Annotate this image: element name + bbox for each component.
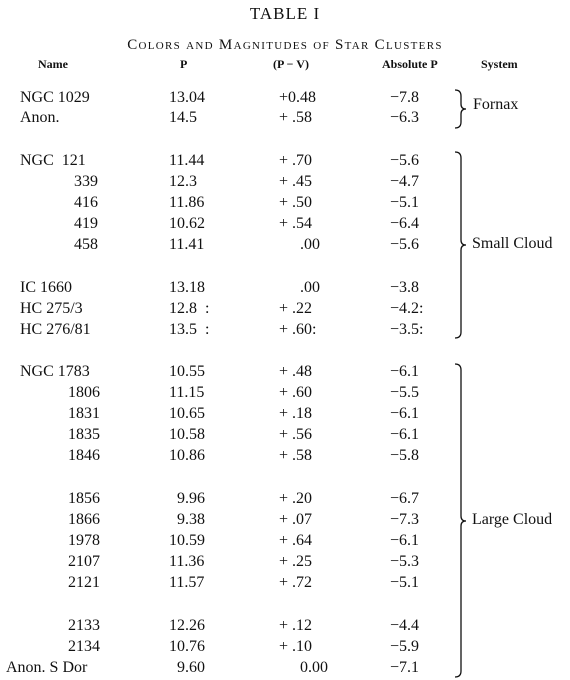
cell-name: 1835: [68, 426, 100, 443]
cell-p: 10.62: [169, 215, 205, 232]
header-absolute-p: Absolute P: [382, 57, 438, 71]
cell-pv: + .20: [279, 490, 313, 507]
cell-name: Anon. S Dor: [6, 659, 88, 676]
cell-name: NGC 1029: [20, 89, 90, 106]
cell-p: 11.44: [169, 152, 205, 169]
cell-name: 1846: [68, 447, 100, 464]
cell-p: 13.04: [169, 89, 205, 106]
cell-absolute-p: −3.8: [390, 279, 420, 296]
cell-pv: + .18: [279, 405, 313, 422]
brace-large-cloud-path: [455, 364, 466, 677]
system-small-cloud: Small Cloud: [472, 235, 553, 252]
cell-p: 11.15: [169, 384, 205, 401]
cell-pv: + .64: [279, 532, 313, 549]
cell-name: 1831: [68, 405, 100, 422]
cell-name: Anon.: [20, 109, 60, 126]
cell-absolute-p: −6.1: [390, 532, 420, 549]
cell-absolute-p: −6.3: [390, 109, 420, 126]
cell-name: 2134: [68, 638, 100, 655]
cell-absolute-p: −5.1: [390, 194, 420, 211]
brace-small-cloud-path: [455, 152, 466, 338]
table-caption: Colors and Magnitudes of Star Clusters: [127, 37, 443, 53]
cell-p: 14.5: [169, 109, 197, 126]
cell-pv: + .50: [279, 194, 313, 211]
cell-pv: + .58: [279, 447, 313, 464]
cell-name: NGC 1783: [20, 363, 90, 380]
cell-pv: + .54: [279, 215, 313, 232]
cell-absolute-p: −6.1: [390, 363, 420, 380]
cell-pv: + .10: [279, 638, 313, 655]
cell-pv: + .58: [279, 109, 313, 126]
cell-pv: + .22: [279, 300, 313, 317]
cell-name: 339: [74, 173, 98, 190]
cell-name: HC 276/81: [20, 321, 91, 338]
cell-p: 13.18: [169, 279, 205, 296]
cell-p: 11.41: [169, 236, 205, 253]
cell-name: HC 275/3: [20, 300, 83, 317]
cell-absolute-p: −4.7: [390, 173, 420, 190]
cell-absolute-p: −5.9: [390, 638, 420, 655]
cell-absolute-p: −7.3: [390, 511, 420, 528]
cell-p: 11.36: [169, 553, 205, 570]
cell-absolute-p: −5.3: [390, 553, 420, 570]
cell-p: 9.60: [177, 659, 205, 676]
cell-p: 12.8 :: [169, 300, 210, 317]
cell-p: 13.5 :: [169, 321, 210, 338]
cell-name: NGC 121: [20, 152, 86, 169]
cell-p: 9.38: [177, 511, 205, 528]
cell-absolute-p: −7.8: [390, 89, 420, 106]
cell-name: 1856: [68, 490, 100, 507]
cell-name: 416: [74, 194, 98, 211]
cell-p: 12.26: [169, 617, 205, 634]
cell-absolute-p: −7.1: [390, 659, 420, 676]
cell-pv: + .48: [279, 363, 313, 380]
cell-absolute-p: −4.4: [390, 617, 420, 634]
cell-p: 10.86: [169, 447, 205, 464]
cell-absolute-p: −3.5:: [390, 321, 424, 338]
cell-absolute-p: −6.7: [390, 490, 420, 507]
header-system: System: [481, 57, 518, 71]
cell-pv: + .12: [279, 617, 313, 634]
cell-pv: .00: [300, 279, 320, 296]
cell-absolute-p: −5.6: [390, 236, 420, 253]
system-large-cloud: Large Cloud: [472, 511, 553, 528]
cell-pv: + .56: [279, 426, 313, 443]
cell-absolute-p: −5.5: [390, 384, 420, 401]
cell-pv: +0.48: [279, 89, 317, 106]
cell-name: 2121: [68, 574, 100, 591]
table-title: TABLE I: [249, 4, 321, 23]
cell-pv: 0.00: [300, 659, 328, 676]
cell-name: 458: [74, 236, 98, 253]
cell-p: 9.96: [177, 490, 205, 507]
cell-pv: + .25: [279, 553, 313, 570]
cell-pv: + .60: [279, 384, 313, 401]
cell-name: 2107: [68, 553, 100, 570]
header-pv: (P − V): [273, 57, 309, 71]
cell-name: 1866: [68, 511, 100, 528]
cell-pv: + .45: [279, 173, 313, 190]
cell-pv: + .72: [279, 574, 313, 591]
cell-absolute-p: −6.4: [390, 215, 420, 232]
header-p: P: [180, 57, 188, 71]
cell-absolute-p: −5.6: [390, 152, 420, 169]
cell-p: 10.59: [169, 532, 205, 549]
cell-name: IC 1660: [20, 279, 72, 296]
cell-name: 2133: [68, 617, 100, 634]
system-fornax: Fornax: [473, 96, 519, 113]
cell-pv: + .07: [279, 511, 313, 528]
cell-p: 11.86: [169, 194, 205, 211]
cell-pv: + .70: [279, 152, 313, 169]
cell-p: 11.57: [169, 574, 205, 591]
cell-absolute-p: −5.1: [390, 574, 420, 591]
cell-p: 12.3: [169, 173, 197, 190]
cell-absolute-p: −4.2:: [390, 300, 424, 317]
header-name: Name: [38, 57, 68, 71]
cell-absolute-p: −6.1: [390, 426, 420, 443]
cell-name: 1978: [68, 532, 100, 549]
cell-p: 10.76: [169, 638, 205, 655]
cell-absolute-p: −5.8: [390, 447, 420, 464]
cell-pv: .00: [300, 236, 320, 253]
cell-name: 419: [74, 215, 98, 232]
cell-pv: + .60:: [279, 321, 317, 338]
brace-fornax-path: [455, 90, 466, 128]
cell-name: 1806: [68, 384, 100, 401]
cell-p: 10.65: [169, 405, 205, 422]
cell-p: 10.55: [169, 363, 205, 380]
cell-absolute-p: −6.1: [390, 405, 420, 422]
cell-p: 10.58: [169, 426, 205, 443]
